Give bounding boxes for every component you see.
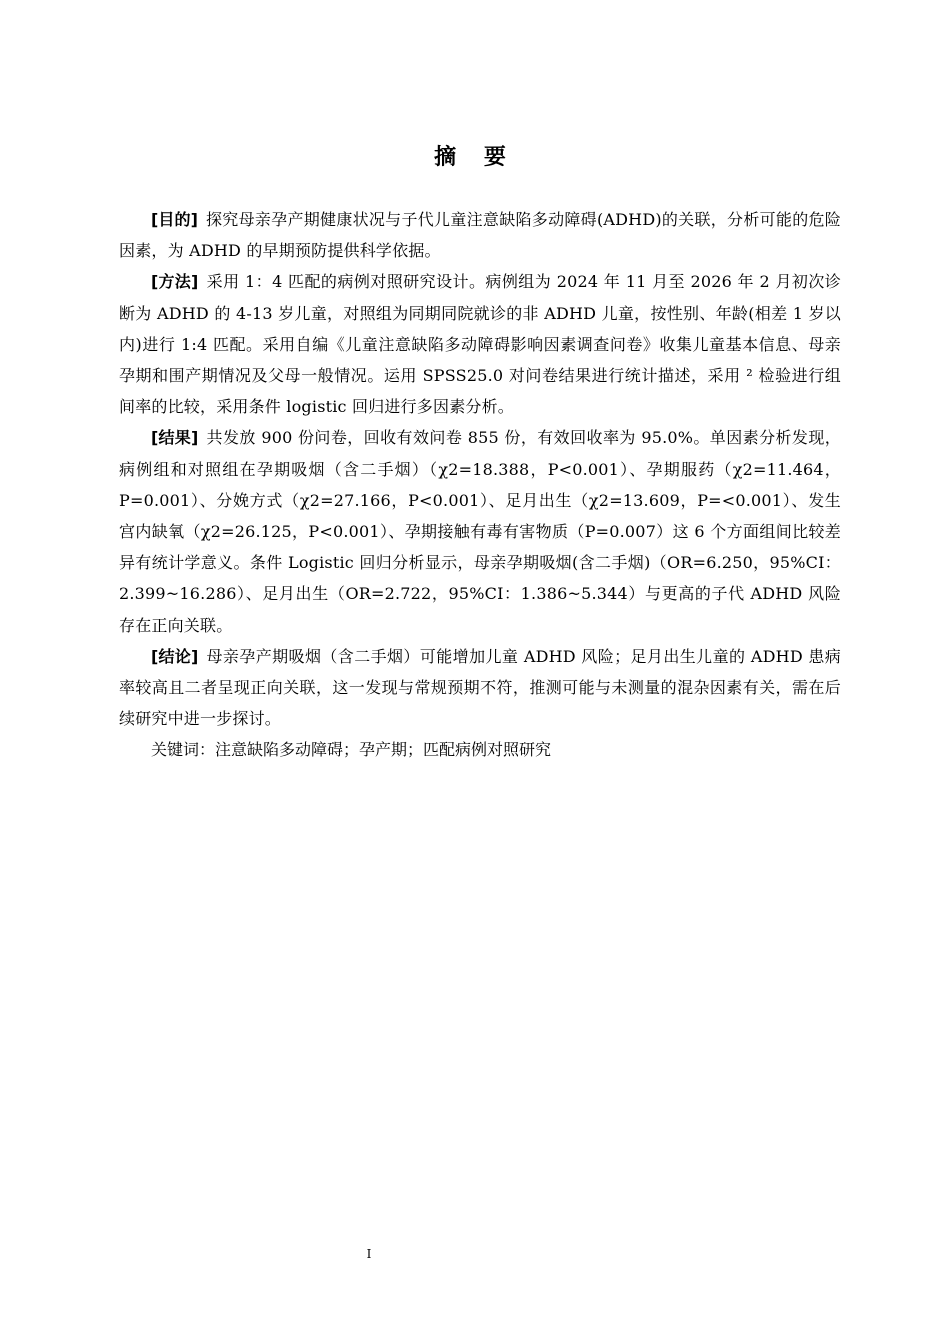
section-conclusion bbox=[119, 641, 841, 735]
section-text: 共发放 900 份问卷，回收有效问卷 855 份，有效回收率为 95.0%。单因素分析发现，病例组和对照组在孕期吸烟（含二手烟）（χ2=18.388，P<0.001）、孕期服药（χ2=11.464，P=0.001）、分娩方式（χ2=27.166，P<0.001）、足月出生（χ2=13.609，P=<0.001）、发生宫内缺氧（χ2=26.125，P<0.001）、孕期接触有毒有害物质（P=0.007）这 6 个方面组间比较差异有统计学意义。条件 Logistic 回归分析显示，母亲孕期吸烟(含二手烟)（OR=6.250，95%CI：2.399~16.286）、足月出生（OR=2.722，95%CI：1.386~5.344）与更高的子代 ADHD 风险存在正向关联。 bbox=[119, 428, 841, 635]
section-text: 采用 1：4 匹配的病例对照研究设计。病例组为 2024 年 11 月至 2026 年 2 月初次诊断为 ADHD 的 4-13 岁儿童，对照组为同期同院就诊的非 ADHD 儿童，按性别、年龄(相差 1 岁以内)进行 1:4 匹配。采用自编《儿童注意缺陷多动障碍影响因素调查问卷》收集儿童基本信息、母亲孕期和围产期情况及父母一般情况。运用 SPSS25.0 对问卷结果进行统计描述，采用 ² 检验进行组间率的比较，采用条件 logistic 回归进行多因素分析。 bbox=[119, 272, 841, 417]
section-text: 母亲孕产期吸烟（含二手烟）可能增加儿童 ADHD 风险；足月出生儿童的 ADHD 患病率较高且二者呈现正向关联，这一发现与常规预期不符，推测可能与未测量的混杂因素有关，需在后续研究中进一步探讨。 bbox=[119, 646, 841, 729]
section-purpose bbox=[119, 204, 841, 266]
section-label: [结论] bbox=[151, 646, 199, 666]
section-label: [结果] bbox=[151, 428, 199, 448]
page-number: I bbox=[366, 1247, 372, 1261]
abstract-body bbox=[119, 204, 841, 766]
page-title: 摘 要 bbox=[434, 145, 516, 170]
section-results bbox=[119, 422, 841, 640]
keywords: 关键词：注意缺陷多动障碍；孕产期；匹配病例对照研究 bbox=[151, 740, 552, 760]
section-text: 探究母亲孕产期健康状况与子代儿童注意缺陷多动障碍(ADHD)的关联，分析可能的危险因素，为 ADHD 的早期预防提供科学依据。 bbox=[119, 210, 841, 261]
section-label: [目的] bbox=[151, 210, 198, 229]
section-methods bbox=[119, 266, 841, 422]
section-label: [方法] bbox=[151, 272, 199, 292]
